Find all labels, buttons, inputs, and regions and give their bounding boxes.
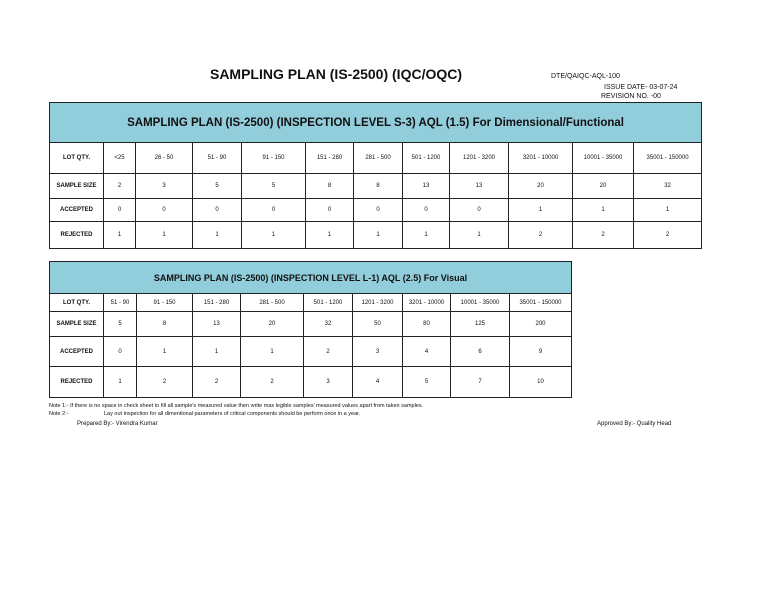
table-row (50, 222, 702, 249)
value-cell: 1 (634, 199, 702, 222)
value-cell: 1 (306, 222, 354, 249)
value-cell: 1 (104, 222, 136, 249)
value-cell: 2 (634, 222, 702, 249)
lot-qty-range-cell: 501 - 1200 (403, 143, 450, 174)
lot-qty-range-cell: 1201 - 3200 (353, 294, 403, 312)
value-cell: 0 (193, 199, 242, 222)
lot-qty-range-cell: 51 - 90 (193, 143, 242, 174)
row-label: REJECTED (50, 222, 104, 249)
value-cell: 4 (353, 367, 403, 398)
lot-qty-range-cell: 91 - 150 (137, 294, 193, 312)
value-cell: 3 (136, 174, 193, 199)
value-cell: 2 (304, 337, 353, 367)
sampling-plan-table-visual (49, 261, 572, 398)
value-cell: 3 (304, 367, 353, 398)
revision-number: REVISION NO. -00 (601, 93, 661, 100)
approved-by: Approved By:- Quality Head (597, 421, 672, 427)
lot-qty-range-cell: 281 - 500 (241, 294, 304, 312)
value-cell: 1 (241, 337, 304, 367)
row-label: REJECTED (50, 367, 104, 398)
lot-qty-range-cell: 1201 - 3200 (450, 143, 509, 174)
value-cell: 2 (509, 222, 573, 249)
lot-qty-range-cell: 151 - 280 (306, 143, 354, 174)
row-label: LOT QTY. (50, 294, 104, 312)
note-1: Note 1:- If there is no space in check sheet to fill all sample's measured value then write max legible samples' measured values apart from taken samples. (49, 403, 424, 409)
table-row (50, 312, 572, 337)
lot-qty-range-cell: 10001 - 35000 (451, 294, 510, 312)
row-label: LOT QTY. (50, 143, 104, 174)
value-cell: 1 (509, 199, 573, 222)
note-2-text: Lay out inspection for all dimentional parameters of critical components should be perform once in a year. (104, 411, 361, 417)
lot-qty-range-cell: 3201 - 10000 (509, 143, 573, 174)
lot-qty-range-cell: 151 - 280 (193, 294, 241, 312)
value-cell: 1 (104, 367, 137, 398)
lot-qty-range-cell: 10001 - 35000 (573, 143, 634, 174)
value-cell: 7 (451, 367, 510, 398)
value-cell: 2 (193, 367, 241, 398)
value-cell: 8 (137, 312, 193, 337)
issue-date: ISSUE DATE- 03-07-24 (604, 84, 678, 91)
lot-qty-range-cell: 501 - 1200 (304, 294, 353, 312)
value-cell: 0 (136, 199, 193, 222)
table-row (50, 143, 702, 174)
value-cell: 1 (193, 337, 241, 367)
row-label: ACCEPTED (50, 337, 104, 367)
value-cell: 32 (634, 174, 702, 199)
lot-qty-range-cell: 35001 - 150000 (510, 294, 572, 312)
lot-qty-range-cell: 35001 - 150000 (634, 143, 702, 174)
value-cell: 20 (509, 174, 573, 199)
value-cell: 20 (241, 312, 304, 337)
row-label: ACCEPTED (50, 199, 104, 222)
value-cell: 1 (354, 222, 403, 249)
prepared-by: Prepared By:- Virendra Kumar (77, 421, 158, 427)
value-cell: 13 (450, 174, 509, 199)
sampling-plan-table-dimensional (49, 102, 702, 249)
value-cell: 20 (573, 174, 634, 199)
value-cell: 5 (242, 174, 306, 199)
lot-qty-range-cell: 281 - 500 (354, 143, 403, 174)
value-cell: 0 (104, 199, 136, 222)
lot-qty-range-cell: <25 (104, 143, 136, 174)
value-cell: 9 (510, 337, 572, 367)
page-title: SAMPLING PLAN (IS-2500) (IQC/OQC) (209, 66, 463, 82)
value-cell: 1 (193, 222, 242, 249)
table-row (50, 174, 702, 199)
value-cell: 1 (137, 337, 193, 367)
value-cell: 1 (573, 199, 634, 222)
value-cell: 0 (104, 337, 137, 367)
value-cell: 8 (306, 174, 354, 199)
table-heading: SAMPLING PLAN (IS-2500) (INSPECTION LEVEL L-1) AQL (2.5) For Visual (50, 262, 572, 294)
value-cell: 0 (450, 199, 509, 222)
value-cell: 1 (242, 222, 306, 249)
value-cell: 13 (193, 312, 241, 337)
value-cell: 80 (403, 312, 451, 337)
value-cell: 0 (242, 199, 306, 222)
document-number: DTE/QAIQC-AQL-100 (551, 73, 620, 80)
value-cell: 0 (403, 199, 450, 222)
lot-qty-range-cell: 51 - 90 (104, 294, 137, 312)
value-cell: 2 (137, 367, 193, 398)
value-cell: 2 (241, 367, 304, 398)
table-row (50, 337, 572, 367)
value-cell: 125 (451, 312, 510, 337)
row-label: SAMPLE SIZE (50, 174, 104, 199)
row-label: SAMPLE SIZE (50, 312, 104, 337)
value-cell: 5 (193, 174, 242, 199)
value-cell: 50 (353, 312, 403, 337)
value-cell: 6 (451, 337, 510, 367)
table-heading: SAMPLING PLAN (IS-2500) (INSPECTION LEVEL S-3) AQL (1.5) For Dimensional/Functional (50, 103, 702, 143)
value-cell: 1 (136, 222, 193, 249)
note-2-label: Note 2:- (49, 411, 69, 417)
value-cell: 0 (354, 199, 403, 222)
value-cell: 32 (304, 312, 353, 337)
lot-qty-range-cell: 91 - 150 (242, 143, 306, 174)
value-cell: 1 (450, 222, 509, 249)
table-row (50, 294, 572, 312)
lot-qty-range-cell: 3201 - 10000 (403, 294, 451, 312)
table-row (50, 199, 702, 222)
value-cell: 4 (403, 337, 451, 367)
value-cell: 5 (403, 367, 451, 398)
value-cell: 5 (104, 312, 137, 337)
value-cell: 8 (354, 174, 403, 199)
lot-qty-range-cell: 26 - 50 (136, 143, 193, 174)
value-cell: 0 (306, 199, 354, 222)
value-cell: 13 (403, 174, 450, 199)
value-cell: 200 (510, 312, 572, 337)
value-cell: 2 (573, 222, 634, 249)
value-cell: 1 (403, 222, 450, 249)
table-row (50, 367, 572, 398)
value-cell: 3 (353, 337, 403, 367)
value-cell: 2 (104, 174, 136, 199)
value-cell: 10 (510, 367, 572, 398)
